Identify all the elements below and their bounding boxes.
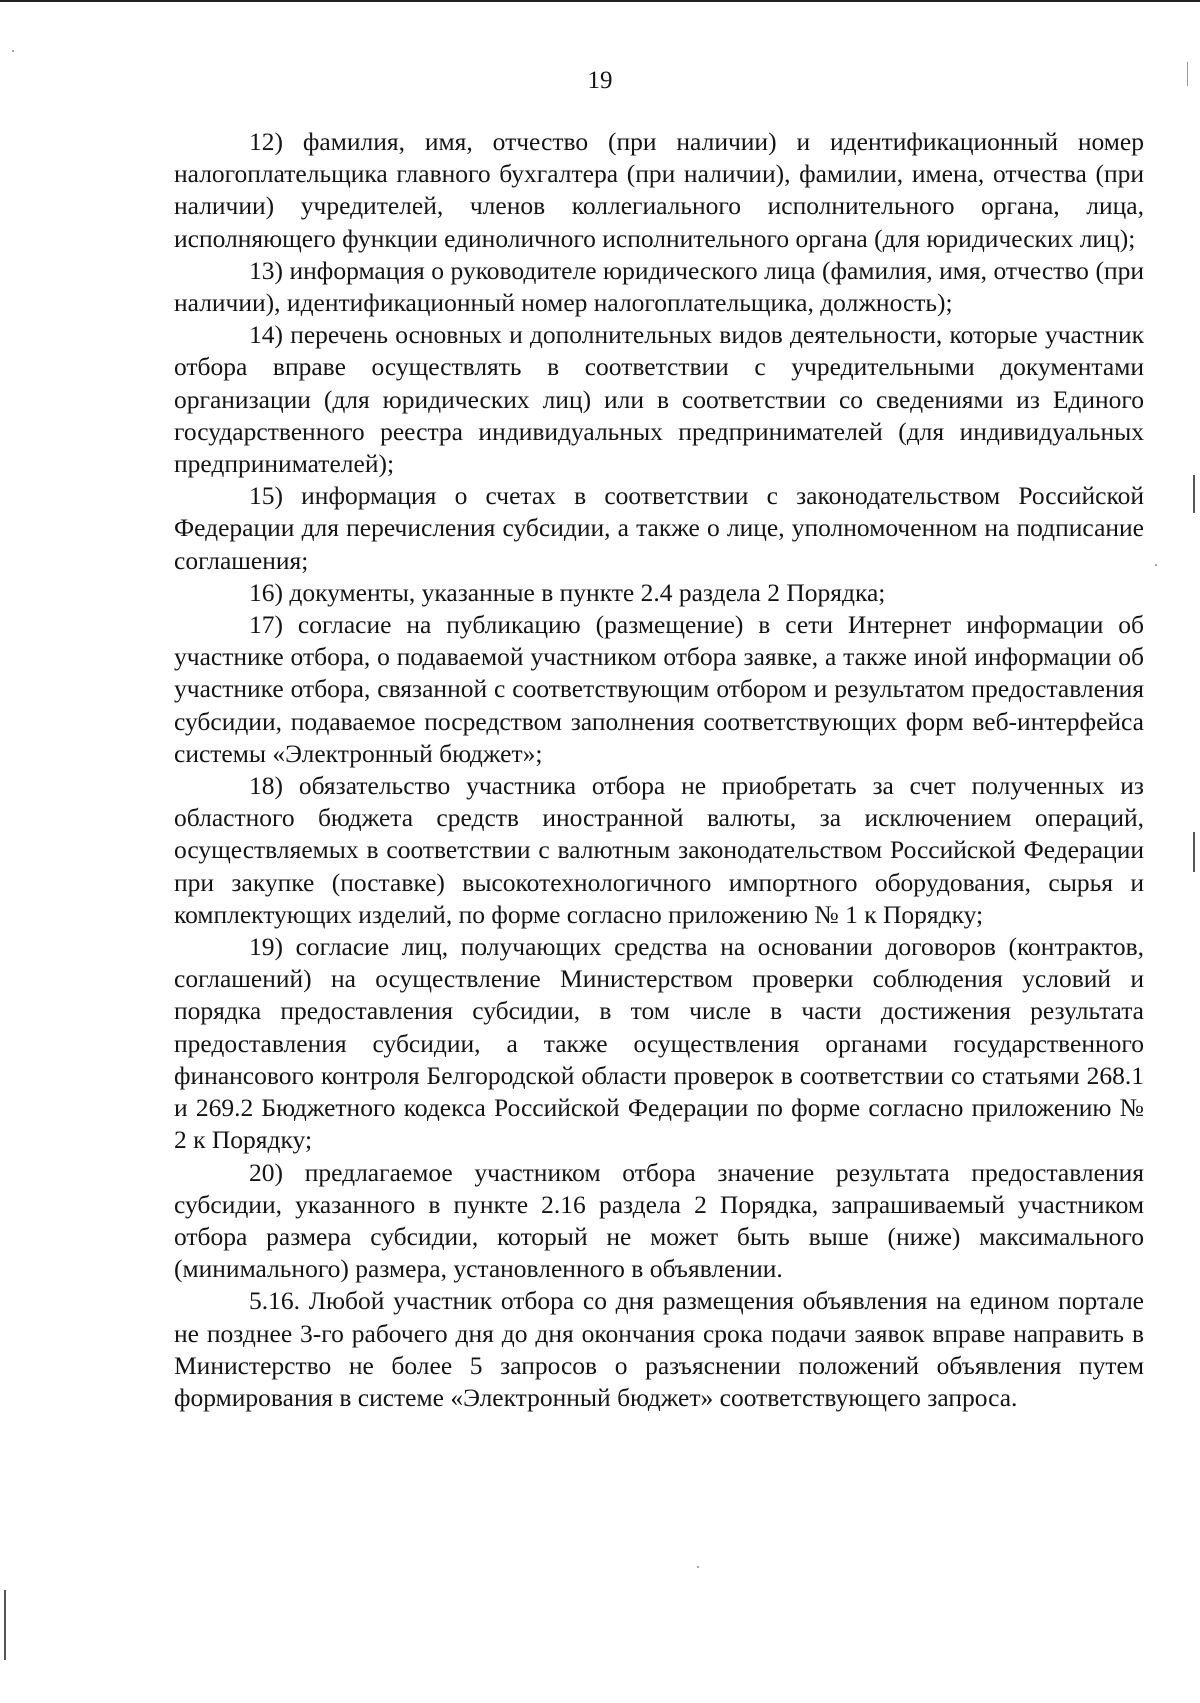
paragraph-item-17: 17) согласие на публикацию (размещение) в сети Интернет информации об участнике отбора, о подаваемой участником отбора заявке, а также иной информации об участнике отбора, связанной с соответствующим отбором и результатом предоставления субсидии, подаваемое посредством заполнения соответствующих форм веб-интерфейса системы «Электронный бюджет»; xyxy=(174,610,1144,768)
paragraph-item-14: 14) перечень основных и дополнительных видов деятельности, которые участник отбора вправе осуществлять в соответствии с учредительными документами организации (для юридических лиц) или в соответствии со сведениями из Единого государственного реестра индивидуальных предпринимателей (для индивидуальных предпринимателей); xyxy=(174,320,1144,479)
paragraph-item-19: 19) согласие лиц, получающих средства на основании договоров (контрактов, соглашений) на осуществление Министерством проверки соблюдения условий и порядка предоставления субсидии, в том числе в части достижения результата предоставления субсидии, а также осуществления органами государственного финансового контроля Белгородской области проверок в соответствии со статьями 268.1 и 269.2 Бюджетного кодекса Российской Федерации по форме согласно приложению № 2 к Порядку; xyxy=(174,932,1144,1155)
paragraph-item-20: 20) предлагаемое участником отбора значение результата предоставления субсидии, указанного в пункте 2.16 раздела 2 Порядка, запрашиваемый участником отбора размера субсидии, который не может быть выше (ниже) максимального (минимального) размера, установленного в объявлении. xyxy=(174,1157,1144,1284)
paragraph-item-16: 16) документы, указанные в пункте 2.4 раздела 2 Порядка; xyxy=(249,577,886,607)
document-body xyxy=(174,126,1144,1414)
paragraph-clause-5-16: 5.16. Любой участник отбора со дня размещения объявления на едином портале не позднее 3-го рабочего дня до дня окончания срока подачи заявок вправе направить в Министерство не более 5 запросов о разъяснении положений объявления путем формирования в системе «Электронный бюджет» соответствующего запроса. xyxy=(174,1286,1144,1412)
left-margin-mark xyxy=(4,1590,6,1660)
paragraph-item-18: 18) обязательство участника отбора не приобретать за счет полученных из областного бюджета средств иностранной валюты, за исключением операций, осуществляемых в соответствии с валютным законодательством Российской Федерации при закупке (поставке) высокотехнологичного импортного оборудования, сырья и комплектующих изделий, по форме согласно приложению № 1 к Порядку; xyxy=(174,771,1144,929)
paragraph-item-15: 15) информация о счетах в соответствии с законодательством Российской Федерации для перечисления субсидии, а также о лице, уполномоченном на подписание соглашения; xyxy=(174,481,1144,575)
scan-speck xyxy=(12,50,14,52)
right-margin-mark-1 xyxy=(1193,475,1195,513)
paragraph-item-12: 12) фамилия, имя, отчество (при наличии) и идентификационный номер налогоплательщика главного бухгалтера (при наличии), фамилии, имена, отчества (при наличии) учредителей, членов коллегиального исполнительного органа, лица, исполняющего функции единоличного исполнительного органа (для юридических лиц); xyxy=(174,127,1144,253)
page-number: 19 xyxy=(587,67,613,94)
right-margin-mark-2 xyxy=(1193,832,1195,872)
scan-speck xyxy=(1155,564,1157,566)
scan-top-edge xyxy=(0,0,1200,2)
right-margin-mark-3 xyxy=(1187,62,1188,86)
paragraph-item-13: 13) информация о руководителе юридического лица (фамилия, имя, отчество (при наличии), идентификационный номер налогоплательщика, должность); xyxy=(174,255,1144,318)
scan-speck xyxy=(697,1566,699,1568)
